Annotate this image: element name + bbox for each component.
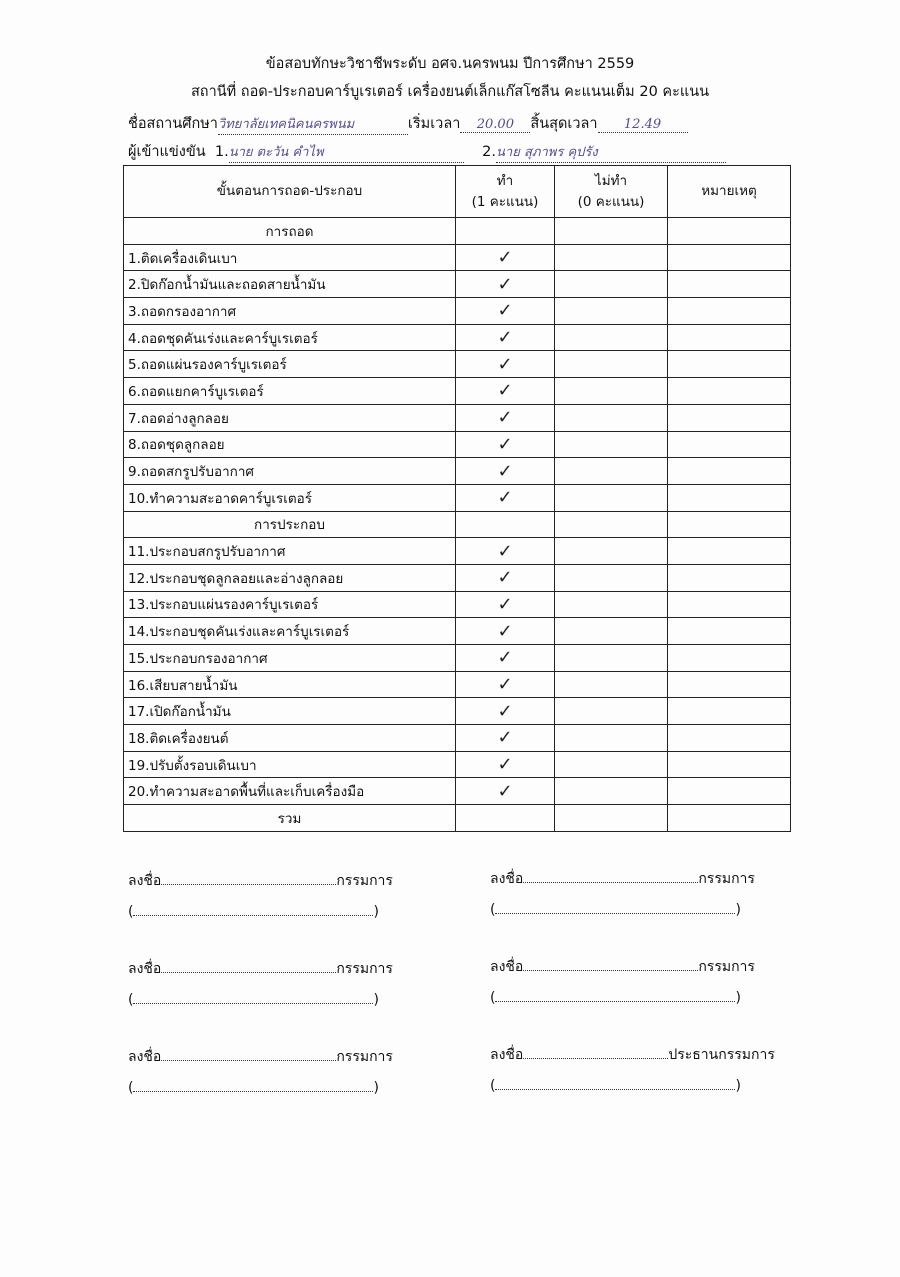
- step-label: 5.ถอดแผ่นรองคาร์บูเรเตอร์: [124, 351, 456, 378]
- check-mark-icon[interactable]: ✓: [456, 751, 555, 778]
- remarks-cell[interactable]: [668, 564, 791, 591]
- total-row: [124, 805, 791, 832]
- table-row: [124, 618, 791, 645]
- paren-close: ): [373, 904, 379, 920]
- table-row: [124, 244, 791, 271]
- sign-label: ลงชื่อ: [490, 871, 524, 887]
- end-field[interactable]: 12.49: [598, 117, 688, 133]
- competitor1-number: 1.: [214, 144, 229, 160]
- not-done-cell[interactable]: [555, 484, 668, 511]
- role-label: ประธานกรรมการ: [668, 1047, 775, 1063]
- role-label: กรรมการ: [698, 959, 755, 975]
- check-mark-icon[interactable]: ✓: [456, 351, 555, 378]
- not-done-cell[interactable]: [555, 271, 668, 298]
- col-steps: ขั้นตอนการถอด-ประกอบ: [124, 166, 456, 218]
- signature-field[interactable]: [161, 884, 336, 885]
- step-label: 13.ประกอบแผ่นรองคาร์บูเรเตอร์: [124, 591, 456, 618]
- remarks-cell[interactable]: [668, 298, 791, 325]
- remarks-cell[interactable]: [668, 538, 791, 565]
- check-mark-icon[interactable]: ✓: [456, 458, 555, 485]
- paren-open: (: [128, 904, 134, 920]
- step-label: 4.ถอดชุดคันเร่งและคาร์บูเรเตอร์: [124, 324, 456, 351]
- check-mark-icon[interactable]: ✓: [456, 618, 555, 645]
- paren-open: (: [490, 1078, 496, 1094]
- not-done-cell[interactable]: [555, 298, 668, 325]
- remarks-cell[interactable]: [668, 458, 791, 485]
- not-done-cell[interactable]: [555, 778, 668, 805]
- competitor2-field[interactable]: นาย สุภาพร คุปรัง: [496, 141, 726, 163]
- not-done-cell[interactable]: [555, 378, 668, 405]
- paren-close: ): [373, 992, 379, 1008]
- not-done-cell[interactable]: [555, 351, 668, 378]
- table-row: [124, 298, 791, 325]
- paren-close: ): [735, 1078, 741, 1094]
- school-row: [128, 112, 688, 135]
- start-label: เริ่มเวลา: [407, 116, 461, 132]
- remarks-cell[interactable]: [668, 671, 791, 698]
- signature-block: [490, 956, 755, 1006]
- col-remarks: หมายเหตุ: [668, 166, 791, 218]
- paren-close: ): [735, 990, 741, 1006]
- remarks-cell[interactable]: [668, 591, 791, 618]
- signature-block: [490, 868, 755, 918]
- not-done-cell[interactable]: [555, 591, 668, 618]
- remarks-cell[interactable]: [668, 698, 791, 725]
- table-row: [124, 591, 791, 618]
- step-label: 7.ถอดอ่างลูกลอย: [124, 404, 456, 431]
- section-label: การถอด: [124, 218, 456, 245]
- table-row: [124, 671, 791, 698]
- remarks-cell[interactable]: [668, 725, 791, 752]
- table-row: [124, 431, 791, 458]
- table-row: [124, 778, 791, 805]
- section-row: [124, 218, 791, 245]
- section-label: การประกอบ: [124, 511, 456, 538]
- paren-open: (: [490, 902, 496, 918]
- signature-block: [128, 958, 393, 1008]
- step-label: 15.ประกอบกรองอากาศ: [124, 645, 456, 672]
- sign-label: ลงชื่อ: [128, 1049, 162, 1065]
- signature-field[interactable]: [161, 1060, 336, 1061]
- total-label: รวม: [124, 805, 456, 832]
- sign-label: ลงชื่อ: [128, 961, 162, 977]
- table-row: [124, 404, 791, 431]
- not-done-cell[interactable]: [555, 698, 668, 725]
- not-done-cell[interactable]: [555, 564, 668, 591]
- remarks-cell[interactable]: [668, 618, 791, 645]
- check-mark-icon[interactable]: ✓: [456, 591, 555, 618]
- sign-label: ลงชื่อ: [128, 873, 162, 889]
- table-row: [124, 564, 791, 591]
- document-title: ข้อสอบทักษะวิชาชีพระดับ อศจ.นครพนม ปีการศึกษา 2559: [265, 56, 635, 72]
- remarks-cell[interactable]: [668, 324, 791, 351]
- step-label: 17.เปิดก๊อกน้ำมัน: [124, 698, 456, 725]
- signature-field[interactable]: [523, 1058, 668, 1059]
- signature-block: [490, 1044, 775, 1094]
- signature-field[interactable]: [523, 882, 698, 883]
- step-label: 16.เสียบสายน้ำมัน: [124, 671, 456, 698]
- not-done-cell[interactable]: [555, 458, 668, 485]
- remarks-cell[interactable]: [668, 484, 791, 511]
- col-done: ทำ (1 คะแนน): [456, 166, 555, 218]
- check-mark-icon[interactable]: ✓: [456, 404, 555, 431]
- remarks-cell[interactable]: [668, 751, 791, 778]
- not-done-cell[interactable]: [555, 244, 668, 271]
- competitor1-field[interactable]: นาย ตะวัน คำไพ: [229, 141, 464, 163]
- not-done-cell[interactable]: [555, 404, 668, 431]
- check-mark-icon[interactable]: ✓: [456, 378, 555, 405]
- paren-close: ): [373, 1080, 379, 1096]
- table-row: [124, 725, 791, 752]
- remarks-cell[interactable]: [668, 645, 791, 672]
- table-row: [124, 538, 791, 565]
- section-row: [124, 511, 791, 538]
- remarks-cell[interactable]: [668, 431, 791, 458]
- remarks-cell[interactable]: [668, 271, 791, 298]
- sign-label: ลงชื่อ: [490, 959, 524, 975]
- check-mark-icon[interactable]: ✓: [456, 698, 555, 725]
- paren-open: (: [128, 1080, 134, 1096]
- paren-open: (: [490, 990, 496, 1006]
- name-field[interactable]: [133, 1003, 373, 1004]
- signature-field[interactable]: [161, 972, 336, 973]
- role-label: กรรมการ: [336, 961, 393, 977]
- total-cell[interactable]: [456, 805, 555, 832]
- remarks-cell[interactable]: [668, 378, 791, 405]
- check-mark-icon[interactable]: ✓: [456, 324, 555, 351]
- remarks-cell[interactable]: [668, 778, 791, 805]
- check-mark-icon[interactable]: ✓: [456, 431, 555, 458]
- not-done-cell[interactable]: [555, 751, 668, 778]
- name-field[interactable]: [133, 915, 373, 916]
- not-done-cell[interactable]: [555, 671, 668, 698]
- signature-block: [128, 1046, 393, 1096]
- not-done-cell[interactable]: [555, 645, 668, 672]
- remarks-cell[interactable]: [668, 244, 791, 271]
- col-not-done: ไม่ทำ (0 คะแนน): [555, 166, 668, 218]
- role-label: กรรมการ: [336, 1049, 393, 1065]
- check-mark-icon[interactable]: ✓: [456, 778, 555, 805]
- table-row: [124, 271, 791, 298]
- table-row: [124, 645, 791, 672]
- signature-field[interactable]: [523, 970, 698, 971]
- step-label: 2.ปิดก๊อกน้ำมันและถอดสายน้ำมัน: [124, 271, 456, 298]
- table-row: [124, 351, 791, 378]
- name-field[interactable]: [495, 1001, 735, 1002]
- step-label: 1.ติดเครื่องเดินเบา: [124, 244, 456, 271]
- step-label: 12.ประกอบชุดลูกลอยและอ่างลูกลอย: [124, 564, 456, 591]
- remarks-cell[interactable]: [668, 351, 791, 378]
- name-field[interactable]: [495, 913, 735, 914]
- check-mark-icon[interactable]: ✓: [456, 298, 555, 325]
- name-field[interactable]: [495, 1089, 735, 1090]
- step-label: 9.ถอดสกรูปรับอากาศ: [124, 458, 456, 485]
- paren-close: ): [735, 902, 741, 918]
- signature-block: [128, 870, 393, 920]
- table-row: [124, 751, 791, 778]
- check-mark-icon[interactable]: ✓: [456, 564, 555, 591]
- not-done-cell[interactable]: [555, 538, 668, 565]
- start-field[interactable]: 20.00: [460, 117, 530, 133]
- table-row: [124, 458, 791, 485]
- check-mark-icon[interactable]: ✓: [456, 484, 555, 511]
- step-label: 19.ปรับตั้งรอบเดินเบา: [124, 751, 456, 778]
- competitor-label: ผู้เข้าแข่งขัน: [128, 144, 206, 160]
- document-subtitle: สถานีที่ ถอด-ประกอบคาร์บูเรเตอร์ เครื่องยนต์เล็กแก๊สโซลีน คะแนนเต็ม 20 คะแนน: [190, 84, 710, 100]
- paren-open: (: [128, 992, 134, 1008]
- score-table: [123, 165, 791, 832]
- step-label: 20.ทำความสะอาดพื้นที่และเก็บเครื่องมือ: [124, 778, 456, 805]
- step-label: 11.ประกอบสกรูปรับอากาศ: [124, 538, 456, 565]
- not-done-cell[interactable]: [555, 431, 668, 458]
- role-label: กรรมการ: [698, 871, 755, 887]
- step-label: 8.ถอดชุดลูกลอย: [124, 431, 456, 458]
- check-mark-icon[interactable]: ✓: [456, 538, 555, 565]
- table-row: [124, 378, 791, 405]
- name-field[interactable]: [133, 1091, 373, 1092]
- step-label: 6.ถอดแยกคาร์บูเรเตอร์: [124, 378, 456, 405]
- check-mark-icon[interactable]: ✓: [456, 271, 555, 298]
- remarks-cell[interactable]: [668, 404, 791, 431]
- sign-label: ลงชื่อ: [490, 1047, 524, 1063]
- step-label: 3.ถอดกรองอากาศ: [124, 298, 456, 325]
- not-done-cell[interactable]: [555, 324, 668, 351]
- competitor-row: [128, 140, 726, 163]
- check-mark-icon[interactable]: ✓: [456, 645, 555, 672]
- school-label: ชื่อสถานศึกษา: [128, 116, 218, 132]
- table-row: [124, 484, 791, 511]
- end-label: สิ้นสุดเวลา: [530, 116, 598, 132]
- check-mark-icon[interactable]: ✓: [456, 671, 555, 698]
- step-label: 14.ประกอบชุดคันเร่งและคาร์บูเรเตอร์: [124, 618, 456, 645]
- role-label: กรรมการ: [336, 873, 393, 889]
- not-done-cell[interactable]: [555, 618, 668, 645]
- table-row: [124, 324, 791, 351]
- school-field[interactable]: วิทยาลัยเทคนิคนครพนม: [218, 113, 408, 135]
- step-label: 18.ติดเครื่องยนต์: [124, 725, 456, 752]
- step-label: 10.ทำความสะอาดคาร์บูเรเตอร์: [124, 484, 456, 511]
- competitor2-number: 2.: [482, 144, 497, 160]
- table-row: [124, 698, 791, 725]
- check-mark-icon[interactable]: ✓: [456, 244, 555, 271]
- not-done-cell[interactable]: [555, 725, 668, 752]
- check-mark-icon[interactable]: ✓: [456, 725, 555, 752]
